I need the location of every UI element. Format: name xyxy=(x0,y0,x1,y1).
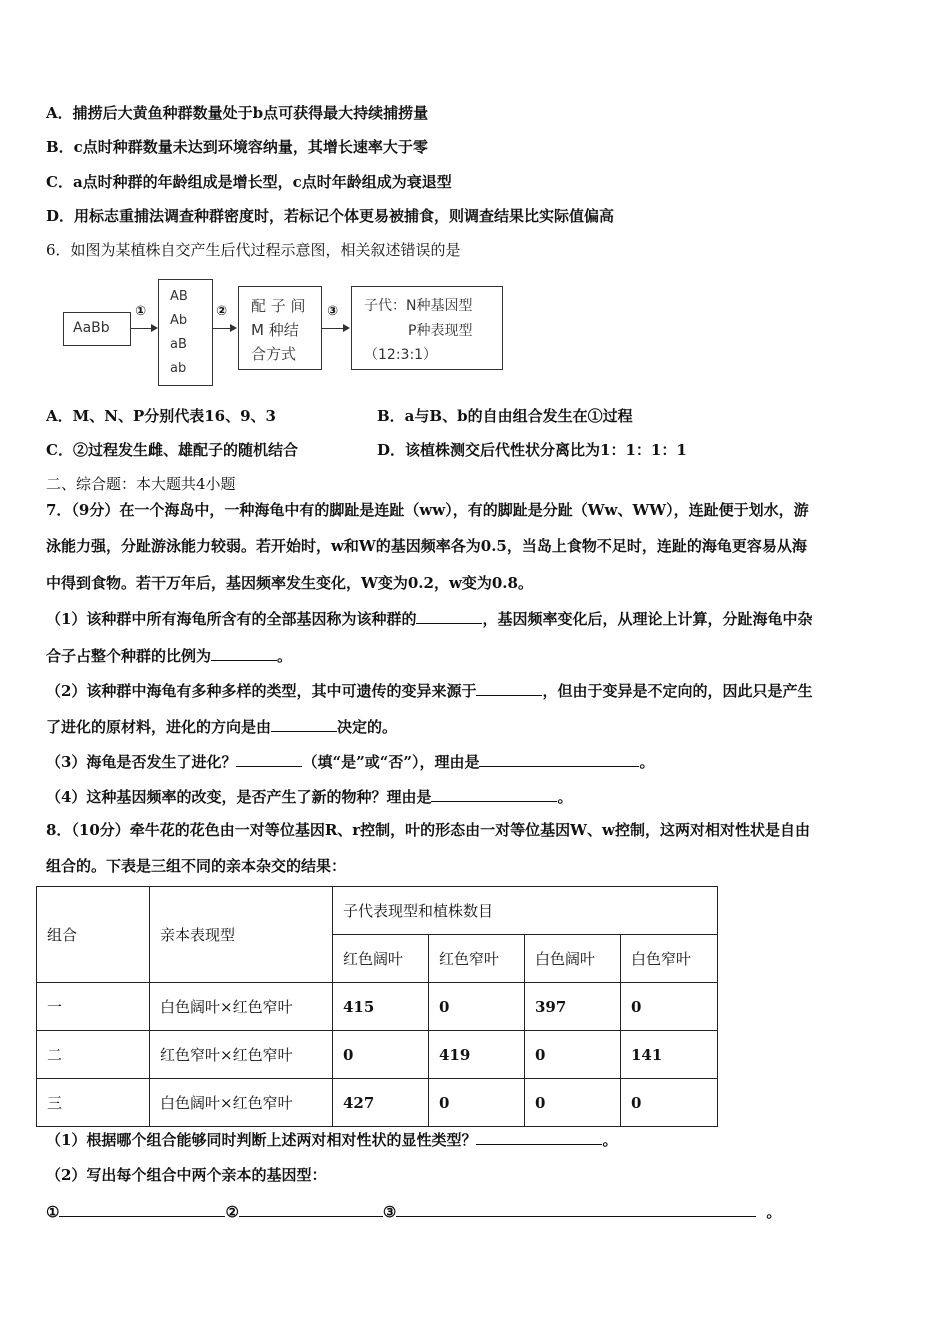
diagram-gamete: Ab xyxy=(170,313,188,328)
marker-3: ③ xyxy=(382,1203,397,1221)
q6-stem: 6．如图为某植株自交产生后代过程示意图，相关叙述错误的是 xyxy=(46,241,461,259)
q7-part-1-text: （1）该种群中所有海龟所含有的全部基因称为该种群的 xyxy=(46,610,417,628)
answer-blank[interactable] xyxy=(476,1130,602,1145)
header-offspring: 子代表现型和植株数目 xyxy=(333,887,718,935)
section-heading: 二、综合题：本大题共4小题 xyxy=(46,475,236,493)
q7-part-1-text: 合子占整个种群的比例为 xyxy=(46,647,212,665)
cell-value: 0 xyxy=(525,1079,621,1127)
cell-value: 0 xyxy=(429,983,525,1031)
q5-option-a: A．捕捞后大黄鱼种群数量处于b点可获得最大持续捕捞量 xyxy=(46,104,429,122)
q8-part-1-text: （1）根据哪个组合能够同时判断上述两对相对性状的显性类型？ xyxy=(46,1131,477,1149)
cell-value: 0 xyxy=(621,1079,718,1127)
answer-blank[interactable] xyxy=(271,717,337,732)
cell-parent: 红色窄叶×红色窄叶 xyxy=(150,1031,333,1079)
q7-part-1 xyxy=(46,609,812,629)
q7-part-2-text: 决定的。 xyxy=(337,718,398,736)
q7-part-2 xyxy=(46,681,812,701)
cross-results-table xyxy=(36,886,718,1127)
header-group: 组合 xyxy=(37,887,150,983)
diagram-offspring-box xyxy=(351,286,503,370)
q8-line-1: 8．（10分）牵牛花的花色由一对等位基因R、r控制，叶的形态由一对等位基因W、w控制，这两对相对性状是自由 xyxy=(46,821,810,839)
q7-part-2-text: ，但由于变异是不定向的，因此只是产生 xyxy=(542,682,813,700)
table-row xyxy=(37,1079,718,1127)
cell-group: 二 xyxy=(37,1031,150,1079)
q8-part-1 xyxy=(46,1130,617,1150)
subheader-red-narrow: 红色窄叶 xyxy=(429,935,525,983)
diagram-combination-line: 合方式 xyxy=(251,345,297,363)
q7-line-2: 泳能力强，分趾游泳能力较弱。若开始时，w和W的基因频率各为0.5，当岛上食物不足时，连趾的海龟更容易从海 xyxy=(46,537,807,555)
cell-value: 0 xyxy=(525,1031,621,1079)
q7-part-3-text: （3）海龟是否发生了进化？ xyxy=(46,753,237,771)
diagram-offspring-ratio: （12:3:1） xyxy=(364,347,438,363)
cell-value: 0 xyxy=(621,983,718,1031)
q8-part-2: （2）写出每个组合中两个亲本的基因型： xyxy=(46,1166,327,1184)
diagram-combination-line: 配 子 间 xyxy=(251,297,306,315)
cell-value: 419 xyxy=(429,1031,525,1079)
q8-line-2: 组合的。下表是三组不同的亲本杂交的结果： xyxy=(46,857,347,875)
diagram-gamete: aB xyxy=(170,337,187,352)
q5-option-b: B．c点时种群数量未达到环境容纳量，其增长速率大于零 xyxy=(46,138,428,156)
q7-part-3-text: （填“是”或“否”），理由是 xyxy=(302,753,480,771)
header-parent-phenotype: 亲本表现型 xyxy=(150,887,333,983)
diagram-offspring-line: P种表现型 xyxy=(408,323,473,339)
subheader-white-broad: 白色阔叶 xyxy=(525,935,621,983)
q7-line-3: 中得到食物。若干万年后，基因频率发生变化，W变为0.2，w变为0.8。 xyxy=(46,574,533,592)
answer-blank[interactable] xyxy=(239,1202,383,1217)
diagram-gametes-box xyxy=(158,279,213,386)
cell-parent: 白色阔叶×红色窄叶 xyxy=(150,1079,333,1127)
subheader-red-broad: 红色阔叶 xyxy=(333,935,429,983)
q7-part-1-cont xyxy=(46,646,292,666)
q6-option-a: A．M、N、P分别代表16、9、3 xyxy=(46,407,276,425)
answer-blank[interactable] xyxy=(476,681,542,696)
diagram-arrow-3 xyxy=(322,328,348,329)
cell-value: 427 xyxy=(333,1079,429,1127)
cell-value: 141 xyxy=(621,1031,718,1079)
answer-blank[interactable] xyxy=(211,646,277,661)
answer-blank[interactable] xyxy=(396,1202,756,1217)
table-row xyxy=(37,1031,718,1079)
diagram-arrow-1 xyxy=(131,328,156,329)
diagram-arrow-2 xyxy=(213,328,235,329)
diagram-step-3: ③ xyxy=(327,304,339,319)
cell-value: 0 xyxy=(333,1031,429,1079)
q7-part-1-text: 。 xyxy=(277,647,293,665)
q7-part-3-text: 。 xyxy=(639,753,655,771)
subheader-white-narrow: 白色窄叶 xyxy=(621,935,718,983)
q7-part-1-text: ，基因频率变化后，从理论上计算，分趾海龟中杂 xyxy=(482,610,813,628)
q6-option-b: B．a与B、b的自由组合发生在①过程 xyxy=(377,407,633,425)
answer-blank[interactable] xyxy=(479,752,639,767)
answer-blank[interactable] xyxy=(431,787,557,802)
marker-2: ② xyxy=(225,1203,239,1221)
marker-1: ① xyxy=(46,1203,60,1221)
answer-blank[interactable] xyxy=(236,752,302,767)
diagram-combination-box xyxy=(238,286,322,370)
answer-blank[interactable] xyxy=(416,609,482,624)
q6-option-d: D．该植株测交后代性状分离比为1：1：1：1 xyxy=(377,441,687,459)
q7-part-2-text: 了进化的原材料，进化的方向是由 xyxy=(46,718,272,736)
q6-option-c: C．②过程发生雌、雄配子的随机结合 xyxy=(46,441,298,459)
cell-group: 一 xyxy=(37,983,150,1031)
diagram-gamete: ab xyxy=(170,361,187,376)
cell-value: 0 xyxy=(429,1079,525,1127)
q5-option-c: C．a点时种群的年龄组成是增长型，c点时年龄组成为衰退型 xyxy=(46,173,452,191)
table-row xyxy=(37,983,718,1031)
q7-part-3 xyxy=(46,752,654,772)
cell-group: 三 xyxy=(37,1079,150,1127)
q8-genotype-blanks xyxy=(46,1202,781,1222)
q7-part-4-text: 。 xyxy=(557,788,573,806)
q7-part-4-text: （4）这种基因频率的改变，是否产生了新的物种？理由是 xyxy=(46,788,432,806)
diagram-parent-genotype: AaBb xyxy=(73,320,110,336)
q5-option-d: D．用标志重捕法调查种群密度时，若标记个体更易被捕食，则调查结果比实际值偏高 xyxy=(46,207,615,225)
q7-part-4 xyxy=(46,787,572,807)
q7-line-1: 7．（9分）在一个海岛中，一种海龟中有的脚趾是连趾（ww），有的脚趾是分趾（Ww、WW），连趾便于划水，游 xyxy=(46,501,809,519)
cell-value: 397 xyxy=(525,983,621,1031)
q7-part-2-cont xyxy=(46,717,397,737)
q8-part-1-text: 。 xyxy=(602,1131,618,1149)
diagram-step-1: ① xyxy=(135,304,147,319)
diagram-combination-line: M 种结 xyxy=(251,321,299,339)
diagram-parent-box xyxy=(63,312,131,346)
end-period: 。 xyxy=(766,1203,782,1221)
diagram-offspring-line: 子代：N种基因型 xyxy=(364,298,473,314)
diagram-gamete: AB xyxy=(170,289,188,304)
diagram-step-2: ② xyxy=(216,304,228,319)
answer-blank[interactable] xyxy=(59,1202,225,1217)
cell-parent: 白色阔叶×红色窄叶 xyxy=(150,983,333,1031)
cell-value: 415 xyxy=(333,983,429,1031)
q7-part-2-text: （2）该种群中海龟有多种多样的类型，其中可遗传的变异来源于 xyxy=(46,682,477,700)
